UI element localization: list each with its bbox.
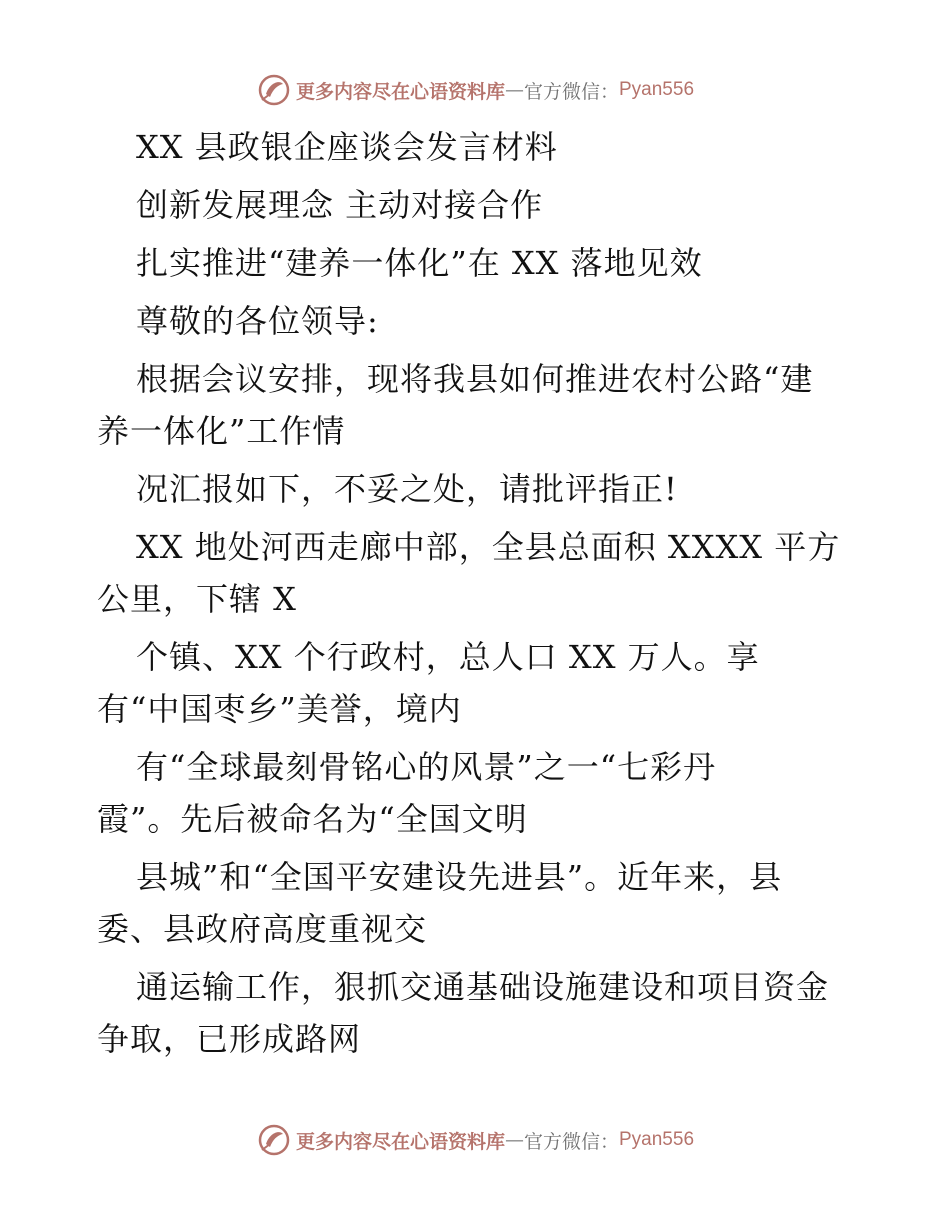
logo-icon: [256, 72, 292, 108]
watermark-account-label: 官方微信：: [523, 80, 619, 103]
doc-paragraph-line: 霞”。先后被命名为“全国文明: [97, 800, 528, 838]
logo-icon: [256, 1122, 292, 1158]
doc-paragraph-line: 况汇报如下，不妥之处，请批评指正!: [136, 470, 678, 508]
header-watermark: [0, 70, 950, 110]
doc-paragraph-line: 委、县政府高度重视交: [97, 910, 428, 948]
doc-paragraph-line: 争取，已形成路网: [97, 1020, 362, 1058]
doc-paragraph-line: 个镇、XX 个行政村，总人口 XX 万人。享: [136, 638, 760, 676]
doc-paragraph-line: 养一体化”工作情: [97, 412, 346, 450]
document-body: [97, 121, 877, 1065]
doc-subtitle-2: 扎实推进“建养一体化”在 XX 落地见效: [136, 244, 703, 282]
watermark-dash: —: [504, 79, 524, 101]
watermark-account-id: Pyan556: [619, 79, 695, 100]
doc-title: XX 县政银企座谈会发言材料: [136, 128, 558, 166]
doc-paragraph-line: 有“中国枣乡”美誉，境内: [97, 690, 462, 728]
watermark-brand: 更多内容尽在心语资料库: [295, 80, 505, 103]
watermark-brand: 更多内容尽在心语资料库: [295, 1130, 505, 1153]
doc-salutation: 尊敬的各位领导:: [136, 302, 379, 340]
doc-paragraph-line: 根据会议安排，现将我县如何推进农村公路“建: [136, 360, 814, 398]
footer-watermark: [0, 1120, 950, 1160]
doc-subtitle-1: 创新发展理念 主动对接合作: [136, 186, 544, 224]
doc-paragraph-line: 公里，下辖 X: [97, 580, 297, 618]
doc-paragraph-line: XX 地处河西走廊中部，全县总面积 XXXX 平方: [136, 528, 841, 566]
doc-paragraph-line: 通运输工作，狠抓交通基础设施建设和项目资金: [136, 968, 830, 1006]
watermark-dash: —: [504, 1129, 524, 1151]
watermark-account-label: 官方微信：: [523, 1130, 619, 1153]
doc-paragraph-line: 县城”和“全国平安建设先进县”。近年来，县: [136, 858, 783, 896]
watermark-account-id: Pyan556: [619, 1129, 695, 1150]
doc-paragraph-line: 有“全球最刻骨铭心的风景”之一“七彩丹: [136, 748, 717, 786]
